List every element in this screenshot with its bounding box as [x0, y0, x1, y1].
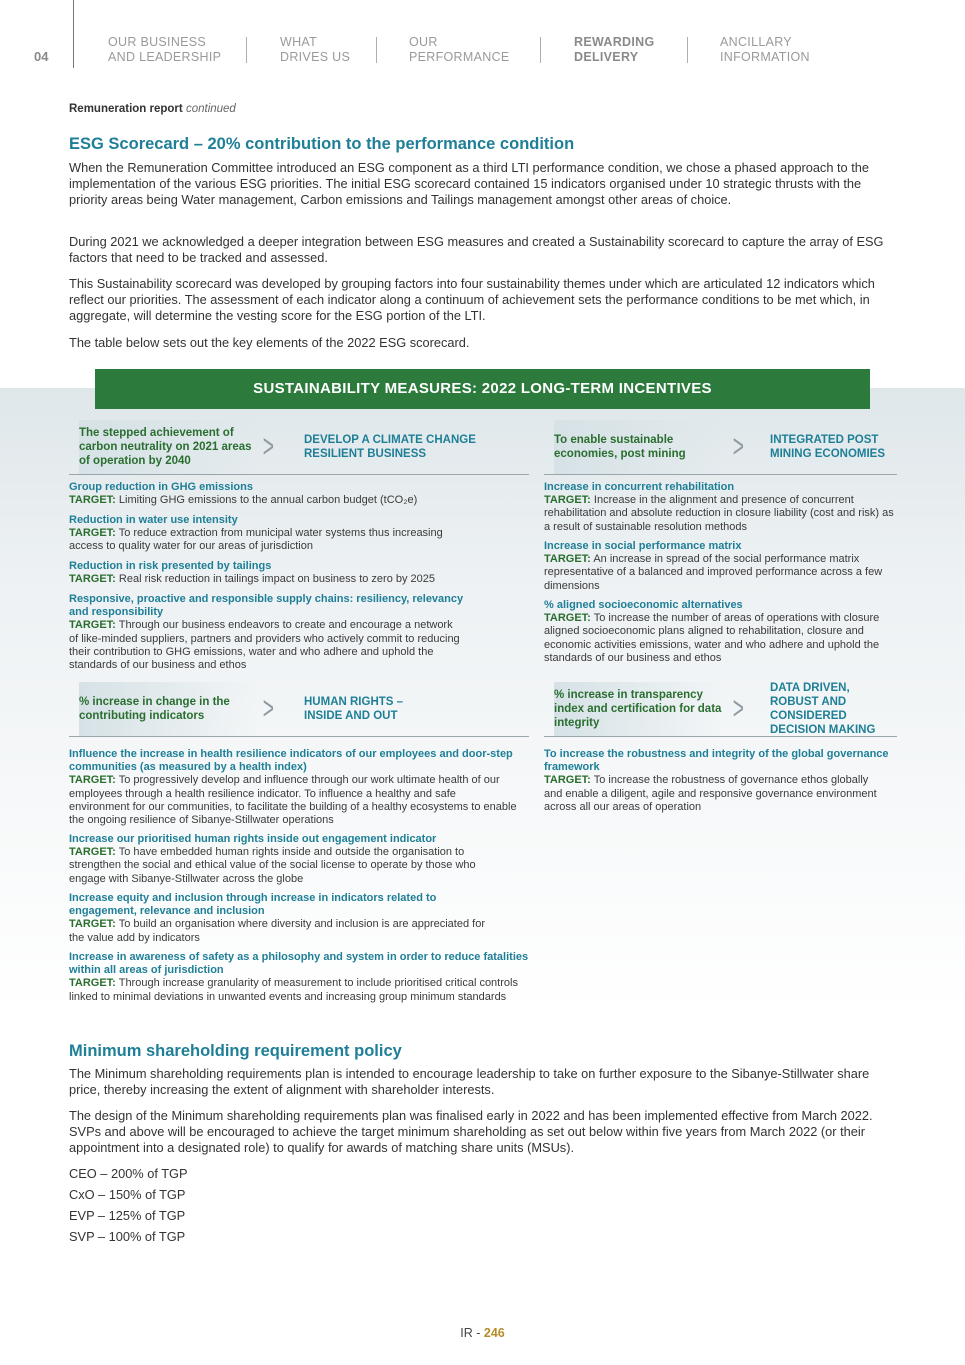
esg-paragraph-4: The table below sets out the key elements of the 2022 ESG scorecard.	[69, 335, 470, 350]
nav-our-performance[interactable]	[409, 35, 510, 65]
theme-header-post-mining	[544, 420, 897, 475]
indicator-item	[69, 951, 539, 1004]
indicator-target: Real risk reduction in tailings impact on business to zero by 2025	[118, 573, 436, 586]
indicator-title: Group reduction in GHG emissions	[69, 481, 253, 493]
nav-label-line2: AND LEADERSHIP	[108, 50, 222, 64]
indicator-item	[544, 748, 889, 814]
indicator-target: Through our business endeavors to create and encourage a network of like-minded suppliers, partners and providers who actively commit to reducing their contribution to GHG emissions, water and who adhere and uphold the standards of our business and ethos	[69, 619, 460, 672]
page-footer	[0, 1326, 965, 1340]
indicator-title: % aligned socioeconomic alternatives	[544, 599, 743, 611]
indicator-target: To progressively develop and influence through our work ultimate health of our employees through a health resilience indicator. To influence a healthy and safe environment for our communities, to facilitate the building of a healthy ecosystems to enable the ongoing resilience of Sibanye-Stillwater operations	[69, 774, 517, 827]
target-label: TARGET:	[544, 612, 591, 625]
infographic-banner: SUSTAINABILITY MEASURES: 2022 LONG-TERM INCENTIVES	[95, 369, 870, 409]
indicator-target: To build an organisation where diversity and inclusion is are appreciated for the value add by indicators	[69, 918, 485, 944]
target-label: TARGET:	[544, 774, 591, 787]
indicator-title: Increase in concurrent rehabilitation	[544, 481, 735, 493]
nav-rewarding-delivery[interactable]	[574, 35, 654, 65]
indicator-title: Increase in awareness of safety as a philosophy and system in order to reduce fatalities within all areas of jurisdiction	[69, 951, 529, 977]
theme-goal: % increase in change in the contributing indicators	[79, 682, 259, 736]
nav-label-line2: PERFORMANCE	[409, 50, 510, 64]
indicator-item	[69, 593, 464, 672]
indicator-title: To increase the robustness and integrity of the global governance framework	[544, 748, 889, 774]
nav-label-line1: REWARDING	[574, 35, 655, 49]
nav-label-line1: WHAT	[280, 35, 318, 49]
msr-paragraph-1: The Minimum shareholding requirements plan is intended to encourage leadership to take on further exposure to the Sibanye-Stillwater share price, thereby increasing the extent of alignment with shareholder interests.	[69, 1066, 870, 1098]
nav-ancillary-information[interactable]	[720, 35, 810, 65]
esg-paragraph-2: During 2021 we acknowledged a deeper integration between ESG measures and created a Sustainability scorecard to capture the array of ESG factors that need to be tracked and assessed.	[69, 234, 884, 266]
nav-separator	[687, 37, 688, 63]
nav-label-line1: OUR	[409, 35, 438, 49]
indicator-title: Increase equity and inclusion through increase in indicators related to engagement, relevance and inclusion	[69, 892, 437, 918]
target-label: TARGET:	[69, 573, 116, 586]
theme-goal: The stepped achievement of carbon neutrality on 2021 areas of operation by 2040	[79, 420, 259, 474]
nav-label-line2: INFORMATION	[720, 50, 810, 64]
list-item: CxO – 150% of TGP	[69, 1187, 186, 1202]
indicator-item	[69, 748, 519, 827]
target-label: TARGET:	[69, 527, 116, 540]
indicator-target: To increase the robustness of governance ethos globally and enable a diligent, agile and responsive governance environment across all our areas of operation	[544, 774, 877, 813]
msr-heading: Minimum shareholding requirement policy	[69, 1042, 402, 1060]
indicator-item	[69, 833, 499, 886]
indicator-target: To have embedded human rights inside and outside the organisation to strengthen the social and ethical value of the social license to operate by those who engage with Sibanye-Stillwater across the globe	[69, 846, 476, 885]
indicator-target: To increase the number of areas of operations with closure aligned socioeconomic plans aligned to rehabilitation, closure and economic activities emissions, water and who adhere and uphold the standards of our business and ethos	[544, 612, 880, 664]
nav-separator	[376, 37, 377, 63]
breadcrumb-suffix: continued	[185, 103, 236, 115]
section-number: 04	[34, 49, 49, 64]
theme-header-climate	[69, 420, 529, 475]
target-label: TARGET:	[69, 774, 116, 787]
breadcrumb-title: Remuneration report	[69, 103, 183, 115]
list-item: SVP – 100% of TGP	[69, 1229, 186, 1244]
list-item: CEO – 200% of TGP	[69, 1166, 188, 1181]
esg-paragraph-3: This Sustainability scorecard was developed by grouping factors into four sustainability themes under which are articulated 12 indicators which reflect our priorities. The assessment of each indicator along a continuum of achievement sets the performance conditions to be met which, in aggregate, will determine the vesting score for the ESG portion of the LTI.	[69, 276, 875, 324]
nav-label-line2: DRIVES US	[280, 50, 351, 64]
theme-goal: To enable sustainable economies, post mining	[554, 420, 724, 474]
target-label: TARGET:	[544, 494, 591, 507]
theme-header-human-rights	[69, 682, 529, 737]
indicator-target: Limiting GHG emissions to the annual carbon budget (tCO₂e)	[118, 494, 418, 507]
indicator-target: Through increase granularity of measurement to include prioritised critical controls linked to minimal deviations in unwanted events and increasing group minimum standards	[69, 977, 518, 1003]
nav-label-line2: DELIVERY	[574, 50, 639, 64]
chevron-right-icon: >	[262, 428, 274, 464]
header-divider	[73, 0, 74, 68]
theme-goal: % increase in transparency index and certification for data integrity	[554, 682, 724, 736]
chevron-right-icon: >	[262, 690, 274, 726]
indicator-title: Influence the increase in health resilience indicators of our employees and door-step communities (as measured by a health index)	[69, 748, 513, 774]
indicator-item	[544, 540, 889, 593]
top-navigation	[0, 0, 965, 80]
theme-name: HUMAN RIGHTS – INSIDE AND OUT	[304, 696, 404, 722]
chevron-right-icon: >	[732, 690, 744, 726]
theme-name: INTEGRATED POST MINING ECONOMIES	[770, 434, 886, 460]
nav-label-line1: ANCILLARY	[720, 35, 792, 49]
indicator-item	[69, 481, 539, 507]
indicator-title: Reduction in water use intensity	[69, 514, 238, 526]
target-label: TARGET:	[69, 494, 116, 507]
indicator-title: Responsive, proactive and responsible supply chains: resiliency, relevancy and responsibility	[69, 593, 464, 619]
target-label: TARGET:	[544, 553, 591, 566]
indicator-item	[69, 560, 539, 586]
target-label: TARGET:	[69, 619, 116, 632]
target-label: TARGET:	[69, 977, 116, 990]
nav-our-business[interactable]	[108, 35, 221, 65]
theme-name: DEVELOP A CLIMATE CHANGE RESILIENT BUSINESS	[304, 434, 476, 460]
theme-name: DATA DRIVEN, ROBUST AND CONSIDERED DECISION MAKING	[770, 682, 876, 736]
shareholding-levels-list	[69, 1163, 188, 1247]
indicator-item	[69, 514, 464, 554]
indicator-target: An increase in spread of the social performance matrix representative of a balanced and improved performance across a few dimensions	[544, 553, 883, 592]
esg-heading: ESG Scorecard – 20% contribution to the performance condition	[69, 135, 575, 153]
nav-what-drives-us[interactable]	[280, 35, 350, 65]
msr-paragraph-2: The design of the Minimum shareholding requirements plan was finalised early in 2022 and has been implemented effective from March 2022. SVPs and above will be encouraged to achieve the target minimum shareholding as set out below within five years from March 2022 (or their appointment into a designated role) to qualify for awards of matching share units (MSUs).	[69, 1108, 873, 1156]
indicator-title: Increase in social performance matrix	[544, 540, 742, 552]
nav-separator	[246, 37, 247, 63]
indicator-title: Increase our prioritised human rights inside out engagement indicator	[69, 833, 437, 845]
footer-prefix: IR -	[460, 1326, 484, 1340]
indicator-item	[544, 481, 899, 534]
page-number: 246	[483, 1326, 505, 1340]
breadcrumb	[69, 103, 236, 115]
indicator-target: Increase in the alignment and presence of concurrent rehabilitation and absolute reduction in closure liability (cost and risk) as a result of sustainable resolution methods	[544, 494, 894, 533]
indicator-item	[544, 599, 899, 665]
indicator-target: To reduce extraction from municipal water systems thus increasing access to quality water for our areas of jurisdiction	[69, 527, 443, 553]
indicator-title: Reduction in risk presented by tailings	[69, 560, 272, 572]
chevron-right-icon: >	[732, 428, 744, 464]
list-item: EVP – 125% of TGP	[69, 1208, 186, 1223]
nav-separator	[540, 37, 541, 63]
theme-header-data-driven	[544, 682, 897, 737]
target-label: TARGET:	[69, 846, 116, 859]
indicator-item	[69, 892, 489, 945]
esg-paragraph-1: When the Remuneration Committee introduced an ESG component as a third LTI performance condition, we chose a phased approach to the implementation of the various ESG priorities. The initial ESG scorecard contained 15 indicators organised under 10 strategic thrusts with the priority areas being Water management, Carbon emissions and Tailings management amongst other areas of choice.	[69, 160, 870, 208]
target-label: TARGET:	[69, 918, 116, 931]
nav-label-line1: OUR BUSINESS	[108, 35, 207, 49]
